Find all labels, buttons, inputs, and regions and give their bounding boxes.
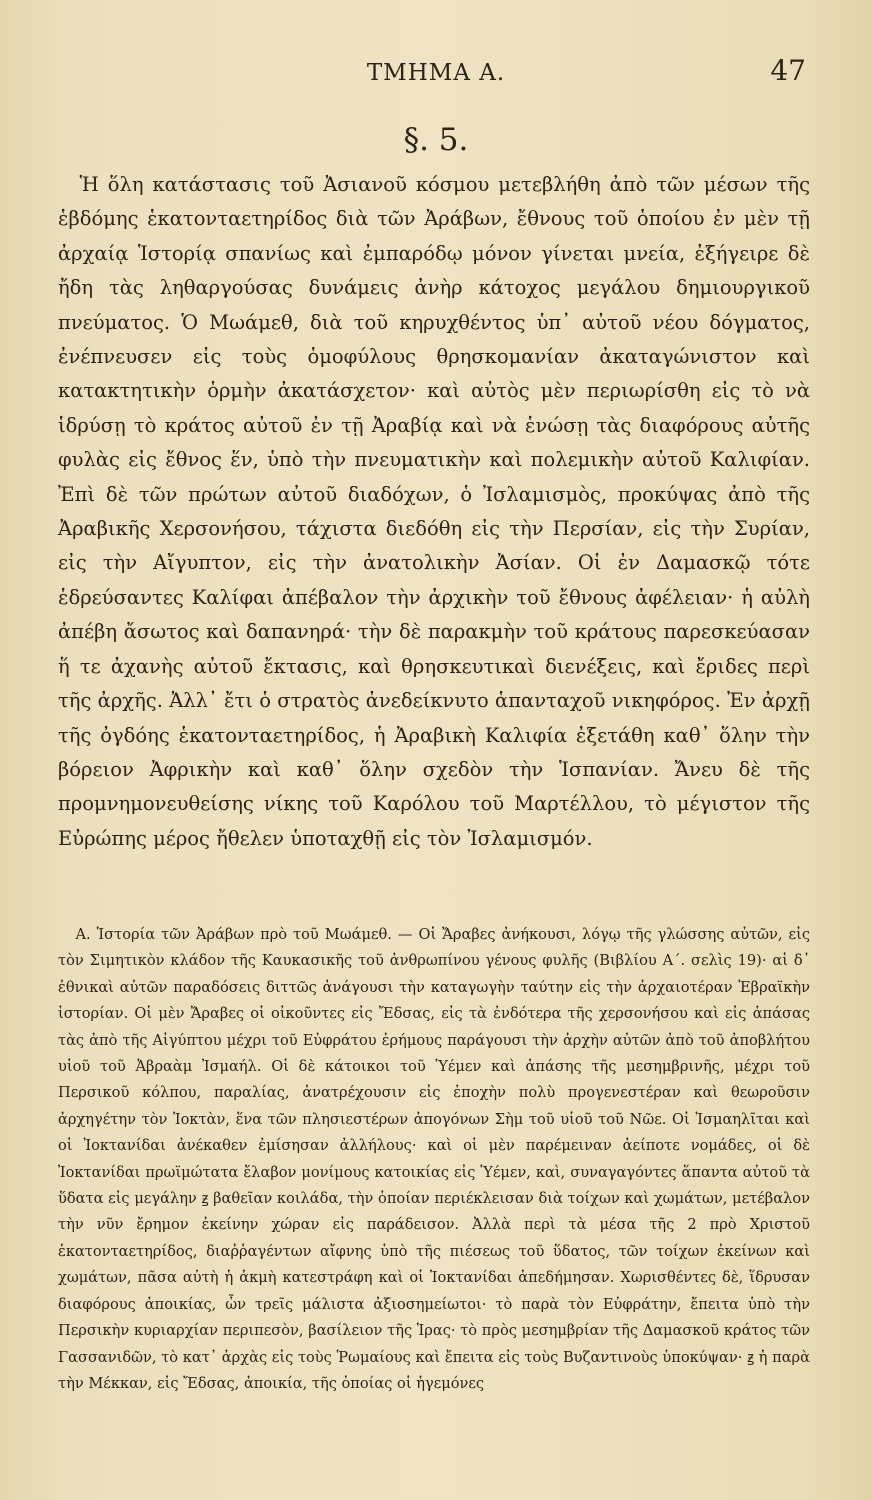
- main-paragraph: Ἡ ὅλη κατάστασις τοῦ Ἀσιανοῦ κόσμου μετεβλήθη ἀπὸ τῶν μέσων τῆς ἑβδόμης ἑκατονταετηρίδος διὰ τῶν Ἀράβων, ἔθνους τοῦ ὁποίου ἐν μὲν τῇ ἀρχαίᾳ Ἱστορίᾳ σπανίως καὶ ἐμπαρόδῳ μόνον γίνεται μνεία, ἐξήγειρε δὲ ἤδη τὰς ληθαργούσας δυνάμεις ἀνὴρ κάτοχος μεγάλου δημιουργικοῦ πνεύματος. Ὁ Μωάμεθ, διὰ τοῦ κηρυχθέντος ὑπ᾽ αὐτοῦ νέου δόγματος, ἐνέπνευσεν εἰς τοὺς ὁμοφύλους θρησκομανίαν ἀκαταγώνιστον καὶ κατακτητικὴν ὁρμὴν ἀκατάσχετον· καὶ αὐτὸς μὲν περιωρίσθη εἰς τὸ νὰ ἱδρύσῃ τὸ κράτος αὐτοῦ ἐν τῇ Ἀραβίᾳ καὶ νὰ ἑνώσῃ τὰς διαφόρους αὐτῆς φυλὰς εἰς ἔθνος ἕν, ὑπὸ τὴν πνευματικὴν καὶ πολεμικὴν αὐτοῦ Καλιφίαν. Ἐπὶ δὲ τῶν πρώτων αὐτοῦ διαδόχων, ὁ Ἰσλαμισμὸς, προκύψας ἀπὸ τῆς Ἀραβικῆς Χερσονήσου, τάχιστα διεδόθη εἰς τὴν Περσίαν, εἰς τὴν Συρίαν, εἰς τὴν Αἴγυπτον, εἰς τὴν ἀνατολικὴν Ἀσίαν. Οἱ ἐν Δαμασκῷ τότε ἑδρεύσαντες Καλίφαι ἀπέβαλον τὴν ἀρχικὴν τοῦ ἔθνους ἀφέλειαν· ἡ αὐλὴ ἀπέβη ἄσωτος καὶ δαπανηρά· τὴν δὲ παρακμὴν τοῦ κράτους παρεσκεύασαν ἥ τε ἀχανὴς αὐτοῦ ἔκτασις, καὶ θρησκευτικαὶ διενέξεις, καὶ ἔριδες περὶ τῆς ἀρχῆς. Ἀλλ᾽ ἔτι ὁ στρατὸς ἀνεδείκνυτο ἁπανταχοῦ νικηφόρος. Ἐν ἀρχῇ τῆς ὀγδόης ἑκατονταετηρίδος, ἡ Ἀραβικὴ Καλιφία ἐξετάθη καθ᾽ ὅλην τὴν βόρειον Ἀφρικὴν καὶ καθ᾽ ὅλην σχεδὸν τὴν Ἱσπανίαν. Ἄνευ δὲ τῆς προμνημονευθείσης νίκης τοῦ Καρόλου τοῦ Μαρτέλλου, τὸ μέγιστον τῆς Εὐρώπης μέρος ἤθελεν ὑποταχθῇ εἰς τὸν Ἰσλαμισμόν.: [58, 173, 810, 850]
- main-text: [58, 168, 810, 856]
- running-title: ΤΜΗΜΑ Α.: [366, 60, 506, 86]
- page-header: [0, 54, 872, 98]
- page-number: 47: [770, 54, 806, 87]
- footnote: [58, 922, 810, 1397]
- section-heading: §. 5.: [403, 122, 469, 158]
- footnote-paragraph: Α. Ἱστορία τῶν Ἀράβων πρὸ τοῦ Μωάμεθ. — Οἱ Ἄραβες ἀνήκουσι, λόγῳ τῆς γλώσσης αὐτῶν, εἰς τὸν Σιμητικὸν κλάδον τῆς Καυκασικῆς τοῦ ἀνθρωπίνου γένους φυλῆς (Βιβλίου Α΄. σελὶς 19)· αἱ δ᾽ ἐθνικαὶ αὐτῶν παραδόσεις διττῶς ἀνάγουσι τὴν καταγωγὴν ταύτην εἰς τὴν ἀρχαιοτέραν Ἑβραϊκὴν ἱστορίαν. Οἱ μὲν Ἄραβες οἱ οἰκοῦντες εἰς Ἔδσας, εἰς τὰ ἐνδότερα τῆς χερσονήσου καὶ εἰς ἁπάσας τὰς ἀπὸ τῆς Αἰγύπτου μέχρι τοῦ Εὐφράτου ἐρήμους παράγουσι τὴν ἀρχὴν αὐτῶν ἀπὸ τοῦ ἀποβλήτου υἱοῦ τοῦ Ἀβραὰμ Ἰσμαήλ. Οἱ δὲ κάτοικοι τοῦ Ὑέμεν καὶ ἁπάσης τῆς μεσημβρινῆς, μέχρι τοῦ Περσικοῦ κόλπου, παραλίας, ἀνατρέχουσιν εἰς ἐποχὴν πολὺ προγενεστέραν καὶ θεωροῦσιν ἀρχηγέτην τὸν Ἰοκτὰν, ἕνα τῶν πλησιεστέρων ἀπογόνων Σὴμ τοῦ υἱοῦ τοῦ Νῶε. Οἱ Ἰσμαηλῖται καὶ οἱ Ἰοκτανίδαι ἀνέκαθεν ἐμίσησαν ἀλλήλους· καὶ οἱ μὲν παρέμειναν ἀείποτε νομάδες, οἱ δὲ Ἰοκτανίδαι πρωϊμώτατα ἔλαβον μονίμους κατοικίας εἰς Ὑέμεν, καὶ, συναγαγόντες ἅπαντα αὐτοῦ τὰ ὕδατα εἰς μεγάλην ꙃ βαθεῖαν κοιλάδα, τὴν ὁποίαν περιέκλεισαν διὰ τοίχων καὶ χωμάτων, μετέβαλον τὴν νῦν ἔρημον ἐκείνην χώραν εἰς παράδεισον. Ἀλλὰ περὶ τὰ μέσα τῆς 2 πρὸ Χριστοῦ ἑκατονταετηρίδος, διαῤῥαγέντων αἴφνης ὑπὸ τῆς πιέσεως τοῦ ὕδατος, τῶν τοίχων ἐκείνων καὶ χωμάτων, πᾶσα αὐτὴ ἡ ἀκμὴ κατεστράφη καὶ οἱ Ἰοκτανίδαι ἀπεδήμησαν. Χωρισθέντες δὲ, ἵδρυσαν διαφόρους ἀποικίας, ὧν τρεῖς μάλιστα ἀξιοσημείωτοι· τὸ παρὰ τὸν Εὐφράτην, ἔπειτα ὑπὸ τὴν Περσικὴν κυριαρχίαν περιπεσὸν, βασίλειον τῆς Ἱρας· τὸ πρὸς μεσημβρίαν τῆς Δαμασκοῦ κράτος τῶν Γασσανιδῶν, τὸ κατ᾽ ἀρχὰς εἰς τοὺς Ῥωμαίους καὶ ἔπειτα εἰς τοὺς Βυζαντινοὺς ὑποκύψαν· ꙃ ἡ παρὰ τὴν Μέκκαν, εἰς Ἔδσας, ἀποικία, τῆς ὁποίας οἱ ἡγεμόνες: [58, 926, 810, 1392]
